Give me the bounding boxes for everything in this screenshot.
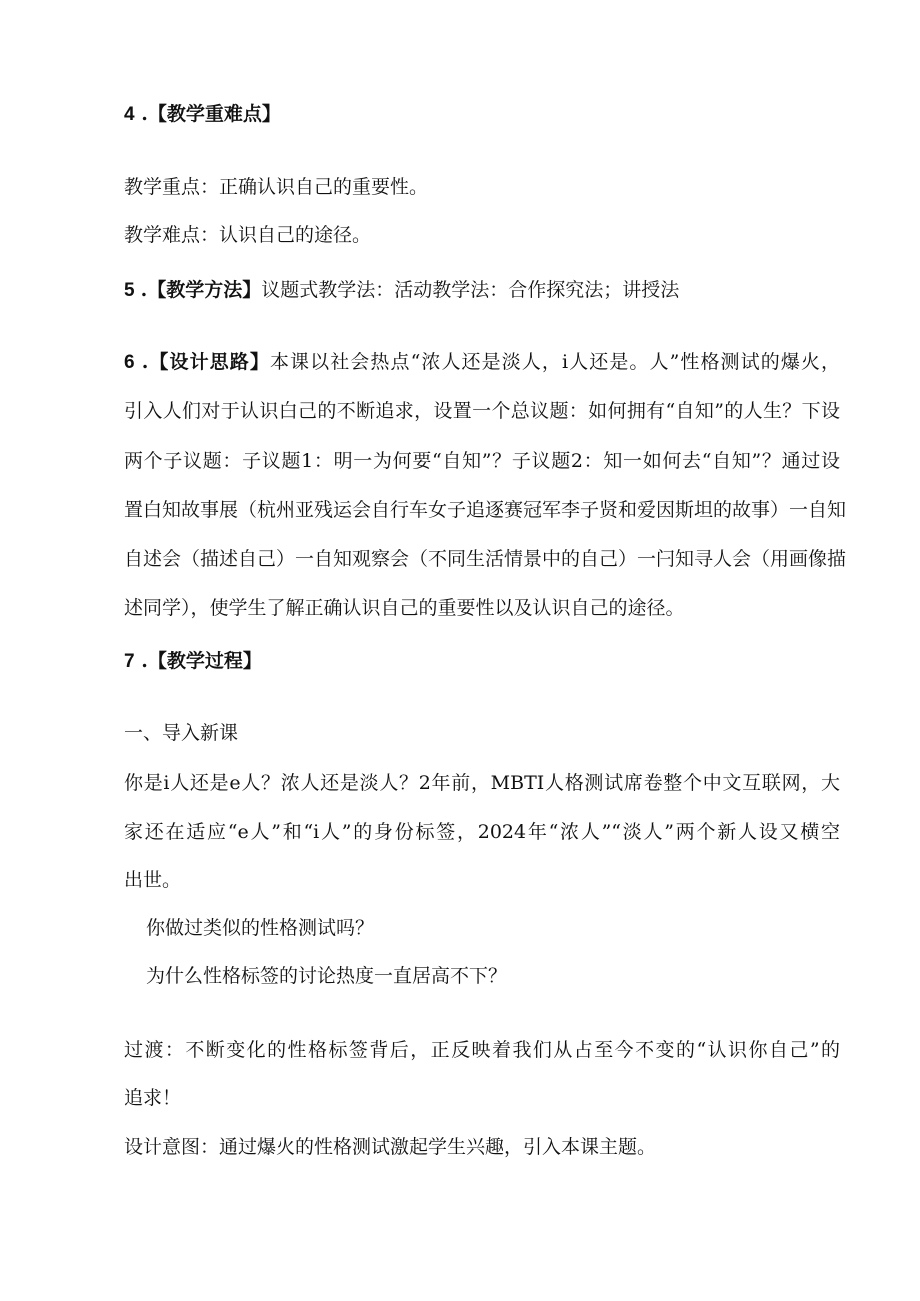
section-6-line-4: 置白知故事展（杭州亚残运会自行车女子追逐赛冠军李子贤和爱因斯坦的故事）一自知 <box>124 499 847 521</box>
section-4-title: .【教学重难点】 <box>141 103 281 125</box>
section-5-title: .【教学方法】 <box>140 279 262 301</box>
intro-para-line-2: 家还在适应“e人”和“i人”的身份标签，2024年“浓人”“淡人”两个新人设又横空 <box>124 821 840 843</box>
section-7-title: .【教学过程】 <box>141 650 262 672</box>
intro-heading: 一、导入新课 <box>124 722 239 744</box>
section-6-line-2: 引入人们对于认识白己的不断追求，设置一个总议题：如何拥有“自知”的人生？下设 <box>124 400 840 422</box>
intro-para-line-1: 你是i人还是e人？浓人还是淡人？2年前，MBTI人格测试席卷整个中文互联网，大 <box>124 772 840 794</box>
section-4-number: 4 <box>124 104 135 125</box>
transition-line-1: 过渡：不断变化的性格标签背后，正反映着我们从占至今不变的“认识你自己”的 <box>124 1039 840 1061</box>
difficult-point: 教学难点：认识自己的途径。 <box>124 224 372 246</box>
section-5-number: 5 <box>124 280 135 301</box>
section-4-heading <box>124 101 281 128</box>
key-point: 教学重点：正确认识自己的重要性。 <box>124 176 429 198</box>
section-6-line-1 <box>124 349 840 376</box>
section-6-line-6: 述同学），使学生了解正确认识自己的重要性以及认识自己的途径。 <box>124 597 685 619</box>
section-6-line-5: 自述会（描述自己）一自知观察会（不同生活情景中的自己）一闩知寻人会（用画像描 <box>124 548 847 570</box>
question-1: 你做过类似的性格测试吗？ <box>146 917 375 939</box>
section-7-number: 7 <box>124 651 135 672</box>
section-6-number: 6 <box>124 352 135 373</box>
section-7-heading <box>124 648 262 675</box>
design-intent: 设计意图：通过爆火的性格测试激起学生兴趣，引入本课主题。 <box>124 1136 657 1158</box>
section-6-line-3: 两个子议题：子议题1：明一为何要“自知”？子议题2：知一如何去“自知”？通过设 <box>124 450 840 472</box>
intro-para-line-3: 出世。 <box>124 869 182 891</box>
section-5-line <box>124 277 679 304</box>
transition-line-2: 追求！ <box>124 1087 182 1109</box>
section-6-text-1: 本课以社会热点“浓人还是淡人，i人还是。人”性格测试的爆火， <box>269 351 840 373</box>
question-2: 为什么性格标签的讨论热度一直居高不下？ <box>146 965 508 987</box>
section-6-title: .【设计思路】 <box>141 351 270 373</box>
section-5-text: 议题式教学法：活动教学法：合作探究法；讲授法 <box>261 279 680 301</box>
